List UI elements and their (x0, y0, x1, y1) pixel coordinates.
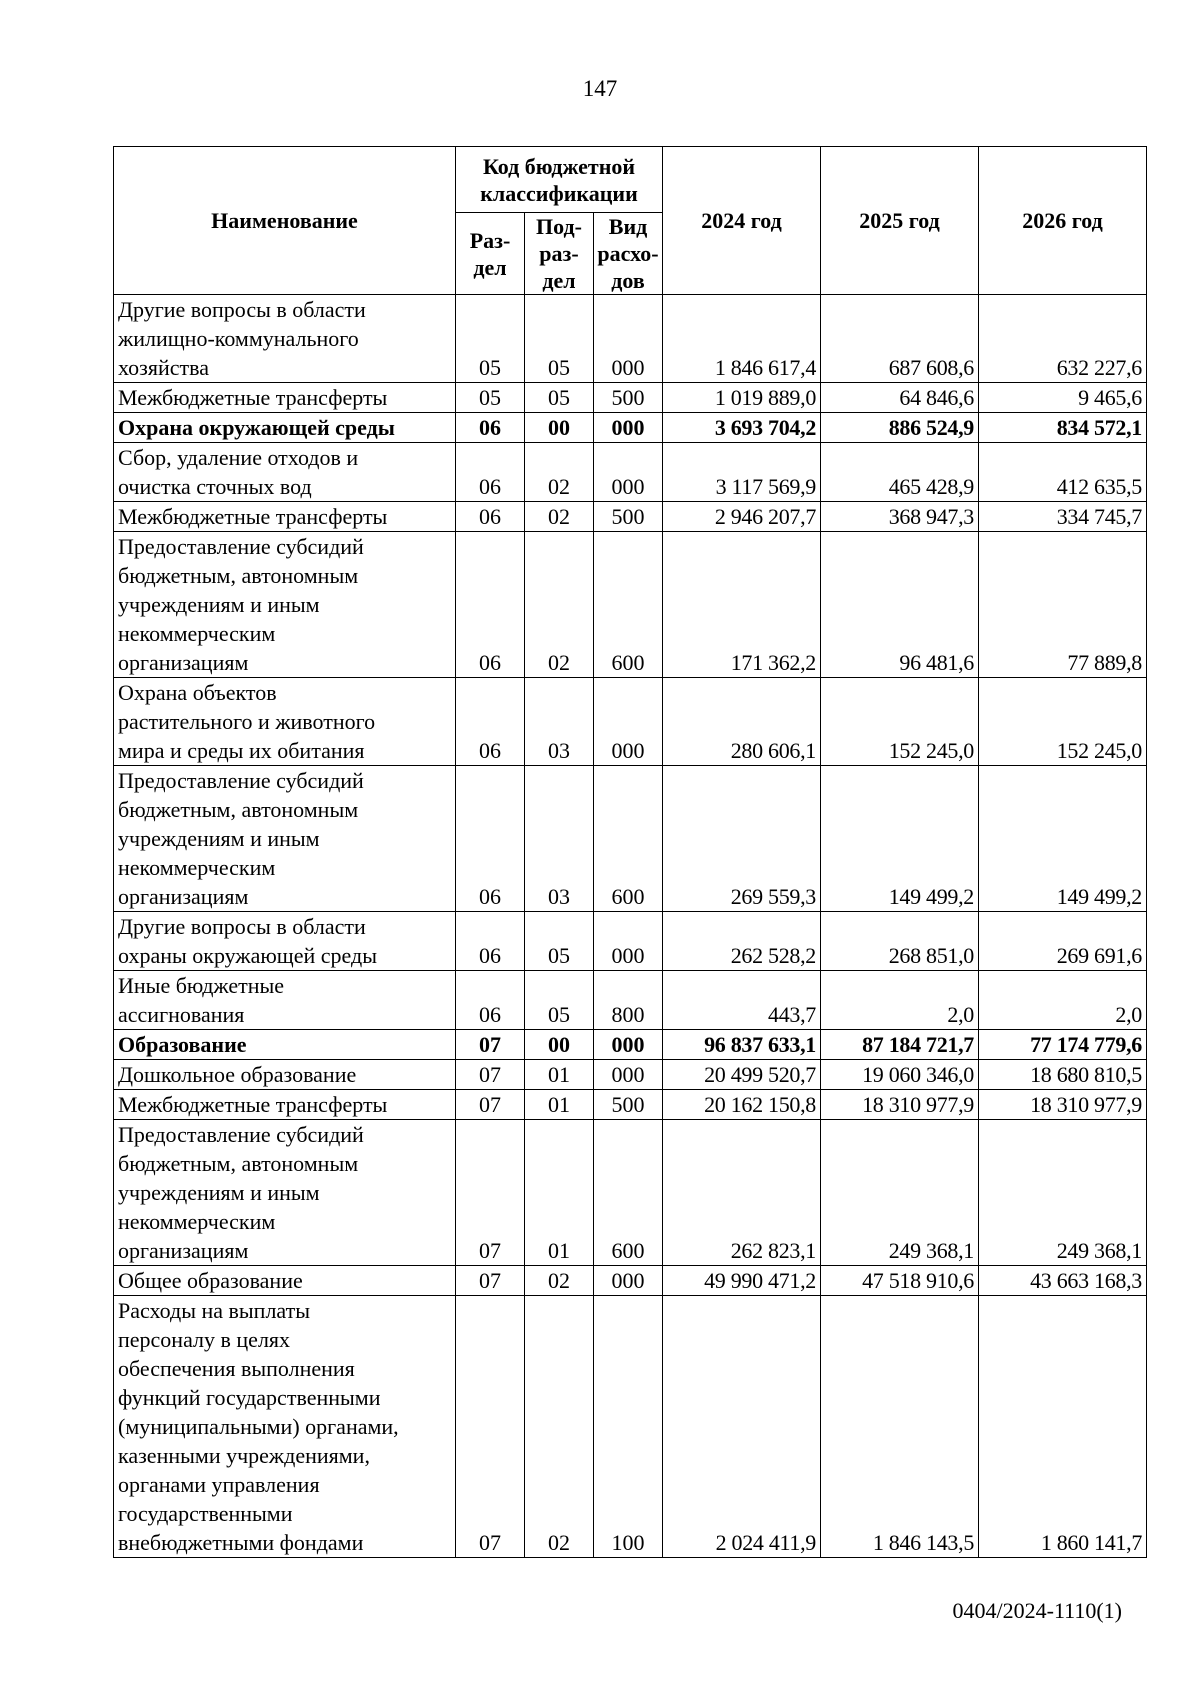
row-name: Межбюджетные трансферты (114, 383, 456, 413)
row-expense-type: 000 (594, 678, 663, 766)
row-subsection: 01 (525, 1060, 594, 1090)
row-name: Предоставление субсидий бюджетным, автономным учреждениям и иным некоммерческим организациям (114, 1120, 456, 1266)
row-expense-type: 500 (594, 1090, 663, 1120)
row-value-2025: 19 060 346,0 (821, 1060, 979, 1090)
row-value-2025: 886 524,9 (821, 413, 979, 443)
row-value-2024: 96 837 633,1 (663, 1030, 821, 1060)
row-subsection: 05 (525, 912, 594, 971)
row-subsection: 00 (525, 1030, 594, 1060)
row-subsection: 02 (525, 1296, 594, 1558)
row-value-2024: 20 499 520,7 (663, 1060, 821, 1090)
row-value-2026: 632 227,6 (979, 295, 1147, 383)
table-body (114, 295, 1147, 1558)
row-value-2026: 18 680 810,5 (979, 1060, 1147, 1090)
table-row (114, 1120, 1147, 1266)
row-value-2025: 368 947,3 (821, 502, 979, 532)
row-subsection: 02 (525, 502, 594, 532)
row-name: Образование (114, 1030, 456, 1060)
row-subsection: 03 (525, 678, 594, 766)
row-value-2026: 834 572,1 (979, 413, 1147, 443)
row-name: Межбюджетные трансферты (114, 502, 456, 532)
row-subsection: 05 (525, 295, 594, 383)
row-expense-type: 100 (594, 1296, 663, 1558)
row-name: Другие вопросы в области охраны окружающей среды (114, 912, 456, 971)
row-subsection: 03 (525, 766, 594, 912)
table-row (114, 413, 1147, 443)
row-value-2026: 1 860 141,7 (979, 1296, 1147, 1558)
row-section: 06 (456, 502, 525, 532)
row-subsection: 02 (525, 443, 594, 502)
row-value-2026: 9 465,6 (979, 383, 1147, 413)
row-section: 06 (456, 971, 525, 1030)
row-section: 07 (456, 1266, 525, 1296)
row-section: 06 (456, 678, 525, 766)
row-expense-type: 500 (594, 502, 663, 532)
row-value-2024: 2 946 207,7 (663, 502, 821, 532)
row-section: 07 (456, 1090, 525, 1120)
row-value-2025: 687 608,6 (821, 295, 979, 383)
row-name: Предоставление субсидий бюджетным, автономным учреждениям и иным некоммерческим организациям (114, 532, 456, 678)
row-expense-type: 000 (594, 443, 663, 502)
row-value-2026: 77 174 779,6 (979, 1030, 1147, 1060)
header-section: Раз- дел (456, 213, 525, 295)
row-value-2026: 43 663 168,3 (979, 1266, 1147, 1296)
table-row (114, 1090, 1147, 1120)
table-row (114, 383, 1147, 413)
header-subsection: Под- раз- дел (525, 213, 594, 295)
row-name: Общее образование (114, 1266, 456, 1296)
table-header (114, 147, 1147, 295)
row-value-2024: 49 990 471,2 (663, 1266, 821, 1296)
row-section: 05 (456, 295, 525, 383)
row-value-2024: 3 117 569,9 (663, 443, 821, 502)
row-value-2026: 149 499,2 (979, 766, 1147, 912)
row-value-2025: 465 428,9 (821, 443, 979, 502)
table-row (114, 1266, 1147, 1296)
row-section: 07 (456, 1060, 525, 1090)
row-section: 07 (456, 1120, 525, 1266)
row-expense-type: 500 (594, 383, 663, 413)
row-name: Предоставление субсидий бюджетным, автономным учреждениям и иным некоммерческим организациям (114, 766, 456, 912)
row-expense-type: 000 (594, 1060, 663, 1090)
row-section: 06 (456, 443, 525, 502)
row-value-2024: 171 362,2 (663, 532, 821, 678)
row-subsection: 05 (525, 971, 594, 1030)
row-value-2024: 262 528,2 (663, 912, 821, 971)
row-value-2026: 18 310 977,9 (979, 1090, 1147, 1120)
row-value-2026: 412 635,5 (979, 443, 1147, 502)
header-year-2025: 2025 год (821, 147, 979, 295)
row-expense-type: 000 (594, 1266, 663, 1296)
row-section: 06 (456, 912, 525, 971)
row-value-2024: 3 693 704,2 (663, 413, 821, 443)
row-value-2025: 249 368,1 (821, 1120, 979, 1266)
row-value-2026: 269 691,6 (979, 912, 1147, 971)
row-subsection: 01 (525, 1120, 594, 1266)
row-value-2025: 18 310 977,9 (821, 1090, 979, 1120)
document-code: 0404/2024-1110(1) (952, 1598, 1122, 1623)
header-name: Наименование (114, 147, 456, 295)
header-expense-type: Вид расхо- дов (594, 213, 663, 295)
row-name: Дошкольное образование (114, 1060, 456, 1090)
row-value-2024: 1 019 889,0 (663, 383, 821, 413)
row-value-2024: 1 846 617,4 (663, 295, 821, 383)
row-expense-type: 800 (594, 971, 663, 1030)
row-subsection: 02 (525, 532, 594, 678)
row-value-2024: 2 024 411,9 (663, 1296, 821, 1558)
table-row (114, 502, 1147, 532)
row-name: Иные бюджетные ассигнования (114, 971, 456, 1030)
budget-table (113, 146, 1147, 1558)
row-value-2025: 1 846 143,5 (821, 1296, 979, 1558)
row-expense-type: 000 (594, 1030, 663, 1060)
row-value-2026: 77 889,8 (979, 532, 1147, 678)
row-value-2024: 20 162 150,8 (663, 1090, 821, 1120)
row-name: Межбюджетные трансферты (114, 1090, 456, 1120)
row-name: Расходы на выплаты персоналу в целях обеспечения выполнения функций государственными (муниципальными) органами, казенными учреждениями, органами управления государственными внебюджетными фондами (114, 1296, 456, 1558)
row-section: 06 (456, 413, 525, 443)
row-section: 07 (456, 1030, 525, 1060)
row-name: Охрана окружающей среды (114, 413, 456, 443)
table-row (114, 532, 1147, 678)
table-row (114, 295, 1147, 383)
row-value-2025: 47 518 910,6 (821, 1266, 979, 1296)
row-section: 05 (456, 383, 525, 413)
table-row (114, 1060, 1147, 1090)
row-value-2024: 262 823,1 (663, 1120, 821, 1266)
row-expense-type: 600 (594, 532, 663, 678)
row-expense-type: 000 (594, 295, 663, 383)
row-value-2025: 87 184 721,7 (821, 1030, 979, 1060)
row-value-2025: 149 499,2 (821, 766, 979, 912)
row-value-2025: 2,0 (821, 971, 979, 1030)
row-section: 06 (456, 766, 525, 912)
row-section: 06 (456, 532, 525, 678)
row-value-2026: 152 245,0 (979, 678, 1147, 766)
row-name: Другие вопросы в области жилищно-коммунального хозяйства (114, 295, 456, 383)
page-number: 147 (582, 76, 618, 101)
row-value-2025: 152 245,0 (821, 678, 979, 766)
header-budget-code: Код бюджетной классификации (456, 147, 663, 213)
row-value-2026: 334 745,7 (979, 502, 1147, 532)
table-row (114, 971, 1147, 1030)
table-row (114, 443, 1147, 502)
row-name: Охрана объектов растительного и животного мира и среды их обитания (114, 678, 456, 766)
table-row (114, 678, 1147, 766)
row-subsection: 02 (525, 1266, 594, 1296)
row-value-2024: 443,7 (663, 971, 821, 1030)
row-value-2025: 268 851,0 (821, 912, 979, 971)
table-row (114, 766, 1147, 912)
row-value-2025: 64 846,6 (821, 383, 979, 413)
row-name: Сбор, удаление отходов и очистка сточных вод (114, 443, 456, 502)
row-value-2025: 96 481,6 (821, 532, 979, 678)
row-expense-type: 600 (594, 1120, 663, 1266)
row-value-2026: 249 368,1 (979, 1120, 1147, 1266)
row-expense-type: 000 (594, 413, 663, 443)
table-row (114, 912, 1147, 971)
row-section: 07 (456, 1296, 525, 1558)
row-value-2024: 280 606,1 (663, 678, 821, 766)
row-expense-type: 000 (594, 912, 663, 971)
header-year-2026: 2026 год (979, 147, 1147, 295)
table-row (114, 1030, 1147, 1060)
table-row (114, 1296, 1147, 1558)
row-expense-type: 600 (594, 766, 663, 912)
row-value-2026: 2,0 (979, 971, 1147, 1030)
header-year-2024: 2024 год (663, 147, 821, 295)
row-subsection: 00 (525, 413, 594, 443)
row-value-2024: 269 559,3 (663, 766, 821, 912)
row-subsection: 05 (525, 383, 594, 413)
row-subsection: 01 (525, 1090, 594, 1120)
